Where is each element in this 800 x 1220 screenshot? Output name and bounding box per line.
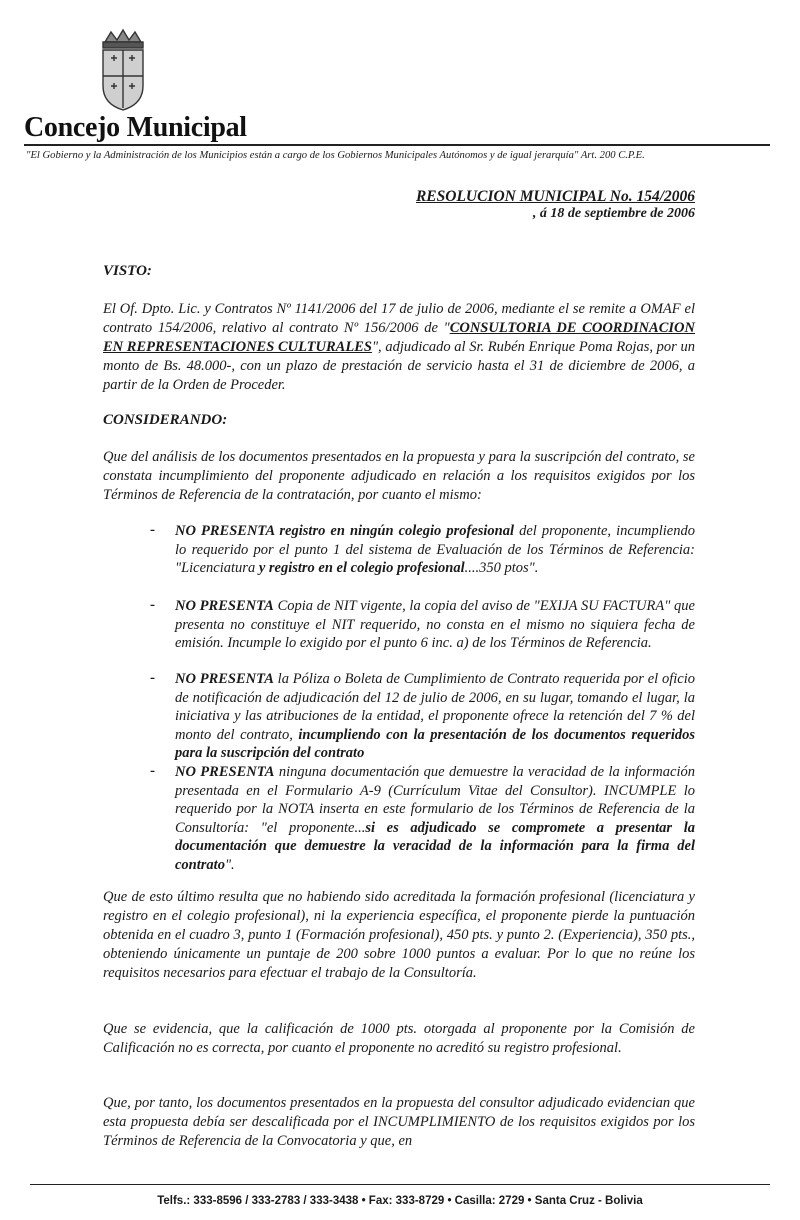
bullet-item: NO PRESENTA registro en ningún colegio profesional del proponente, incumpliendo lo requerido por el punto 1 del sistema de Evaluación de los Términos de Referencia: "Licenciatura y registro en el colegio profesional....350 ptos".: [175, 523, 695, 576]
footer-divider: [30, 1184, 770, 1185]
visto-heading: VISTO:: [103, 263, 152, 279]
motto: "El Gobierno y la Administración de los Municipios están a cargo de los Gobiernos Municipales Autónomos y de igual jerarquía" Art. 200 C.P.E.: [26, 150, 645, 161]
resolution-date: , á 18 de septiembre de 2006: [532, 206, 695, 221]
resolution-title: RESOLUCION MUNICIPAL No. 154/2006: [415, 188, 695, 205]
bullet-item: NO PRESENTA Copia de NIT vigente, la copia del aviso de "EXIJA SU FACTURA" que presenta no constituye el NIT requerido, no consta en el mismo no siquiera fecha de emisión. Incumple lo exigido por el punto 6 inc. a) de los Términos de Referencia.: [175, 598, 695, 651]
coat-of-arms-icon: [97, 28, 149, 112]
bullet-dash: -: [150, 670, 155, 686]
bullet-dash: -: [150, 522, 155, 538]
footer-contact: Telfs.: 333-8596 / 333-2783 / 333-3438 • Fax: 333-8729 • Casilla: 2729 • Santa Cruz - Bolivia: [157, 1195, 643, 1207]
visto-paragraph: El Of. Dpto. Lic. y Contratos Nº 1141/2006 del 17 de julio de 2006, mediante el se remite a OMAF el contrato 154/2006, relativo al contrato Nº 156/2006 de "CONSULTORIA DE COORDINACION EN REPRESENTACIONES CULTURALES", adjudicado al Sr. Rubén Enrique Poma Rojas, por un monto de Bs. 48.000-, con un plazo de prestación de servicio hasta el 31 de diciembre de 2006, a partir de la Orden de Proceder.: [103, 301, 695, 393]
bullet-dash: -: [150, 597, 155, 613]
considerando-heading: CONSIDERANDO:: [103, 412, 228, 428]
bullet-dash: -: [150, 763, 155, 779]
paragraph-calificacion: Que se evidencia, que la calificación de 1000 pts. otorgada al proponente por la Comisión de Calificación no es correcta, por cuanto el proponente no acreditó su registro profesional.: [103, 1021, 695, 1056]
paragraph-puntuacion: Que de esto último resulta que no habiendo sido acreditada la formación profesional (licenciatura y registro en el colegio profesional), ni la experiencia específica, el proponente pierde la puntuación obtenida en el cuadro 3, punto 1 (Formación profesional), 450 pts. y punto 2. (Experiencia), 350 pts., obteniendo únicamente un puntaje de 200 sobre 1000 puntos a evaluar. Por lo que no reúne los requisitos necesarios para efectuar el trabajo de la Consultoría.: [103, 889, 695, 981]
organization-name: Concejo Municipal: [24, 112, 247, 143]
considerando-intro: Que del análisis de los documentos presentados en la propuesta y para la suscripción del contrato, se constata incumplimiento del proponente adjudicado en relación a los requisitos exigidos por los Términos de Referencia de la contratación, por cuanto el mismo:: [103, 449, 695, 503]
header-divider: [24, 144, 770, 146]
bullet-item: NO PRESENTA la Póliza o Boleta de Cumplimiento de Contrato requerida por el oficio de notificación de adjudicación del 12 de julio de 2006, en su lugar, tomando el lugar, la iniciativa y las atribuciones de la entidad, el proponente ofrece la retención del 7 % del monto del contrato, incumpliendo con la presentación de los documentos requeridos para la suscripción del contrato: [175, 671, 695, 761]
paragraph-conclusion: Que, por tanto, los documentos presentados en la propuesta del consultor adjudicado evidencian que esta propuesta debía ser descalificada por el INCUMPLIMIENTO de los requisitos exigidos por los Términos de Referencia de la Convocatoria y que, en: [103, 1095, 695, 1149]
bullet-item: NO PRESENTA ninguna documentación que demuestre la veracidad de la información presentada en el Formulario A-9 (Currículum Vitae del Consultor). INCUMPLE lo requerido por la NOTA inserta en este formulario de los Términos de Referencia de la Consultoría: "el proponente...si es adjudicado se compromete a presentar la documentación que demuestre la veracidad de la información para la firma del contrato".: [175, 764, 695, 873]
